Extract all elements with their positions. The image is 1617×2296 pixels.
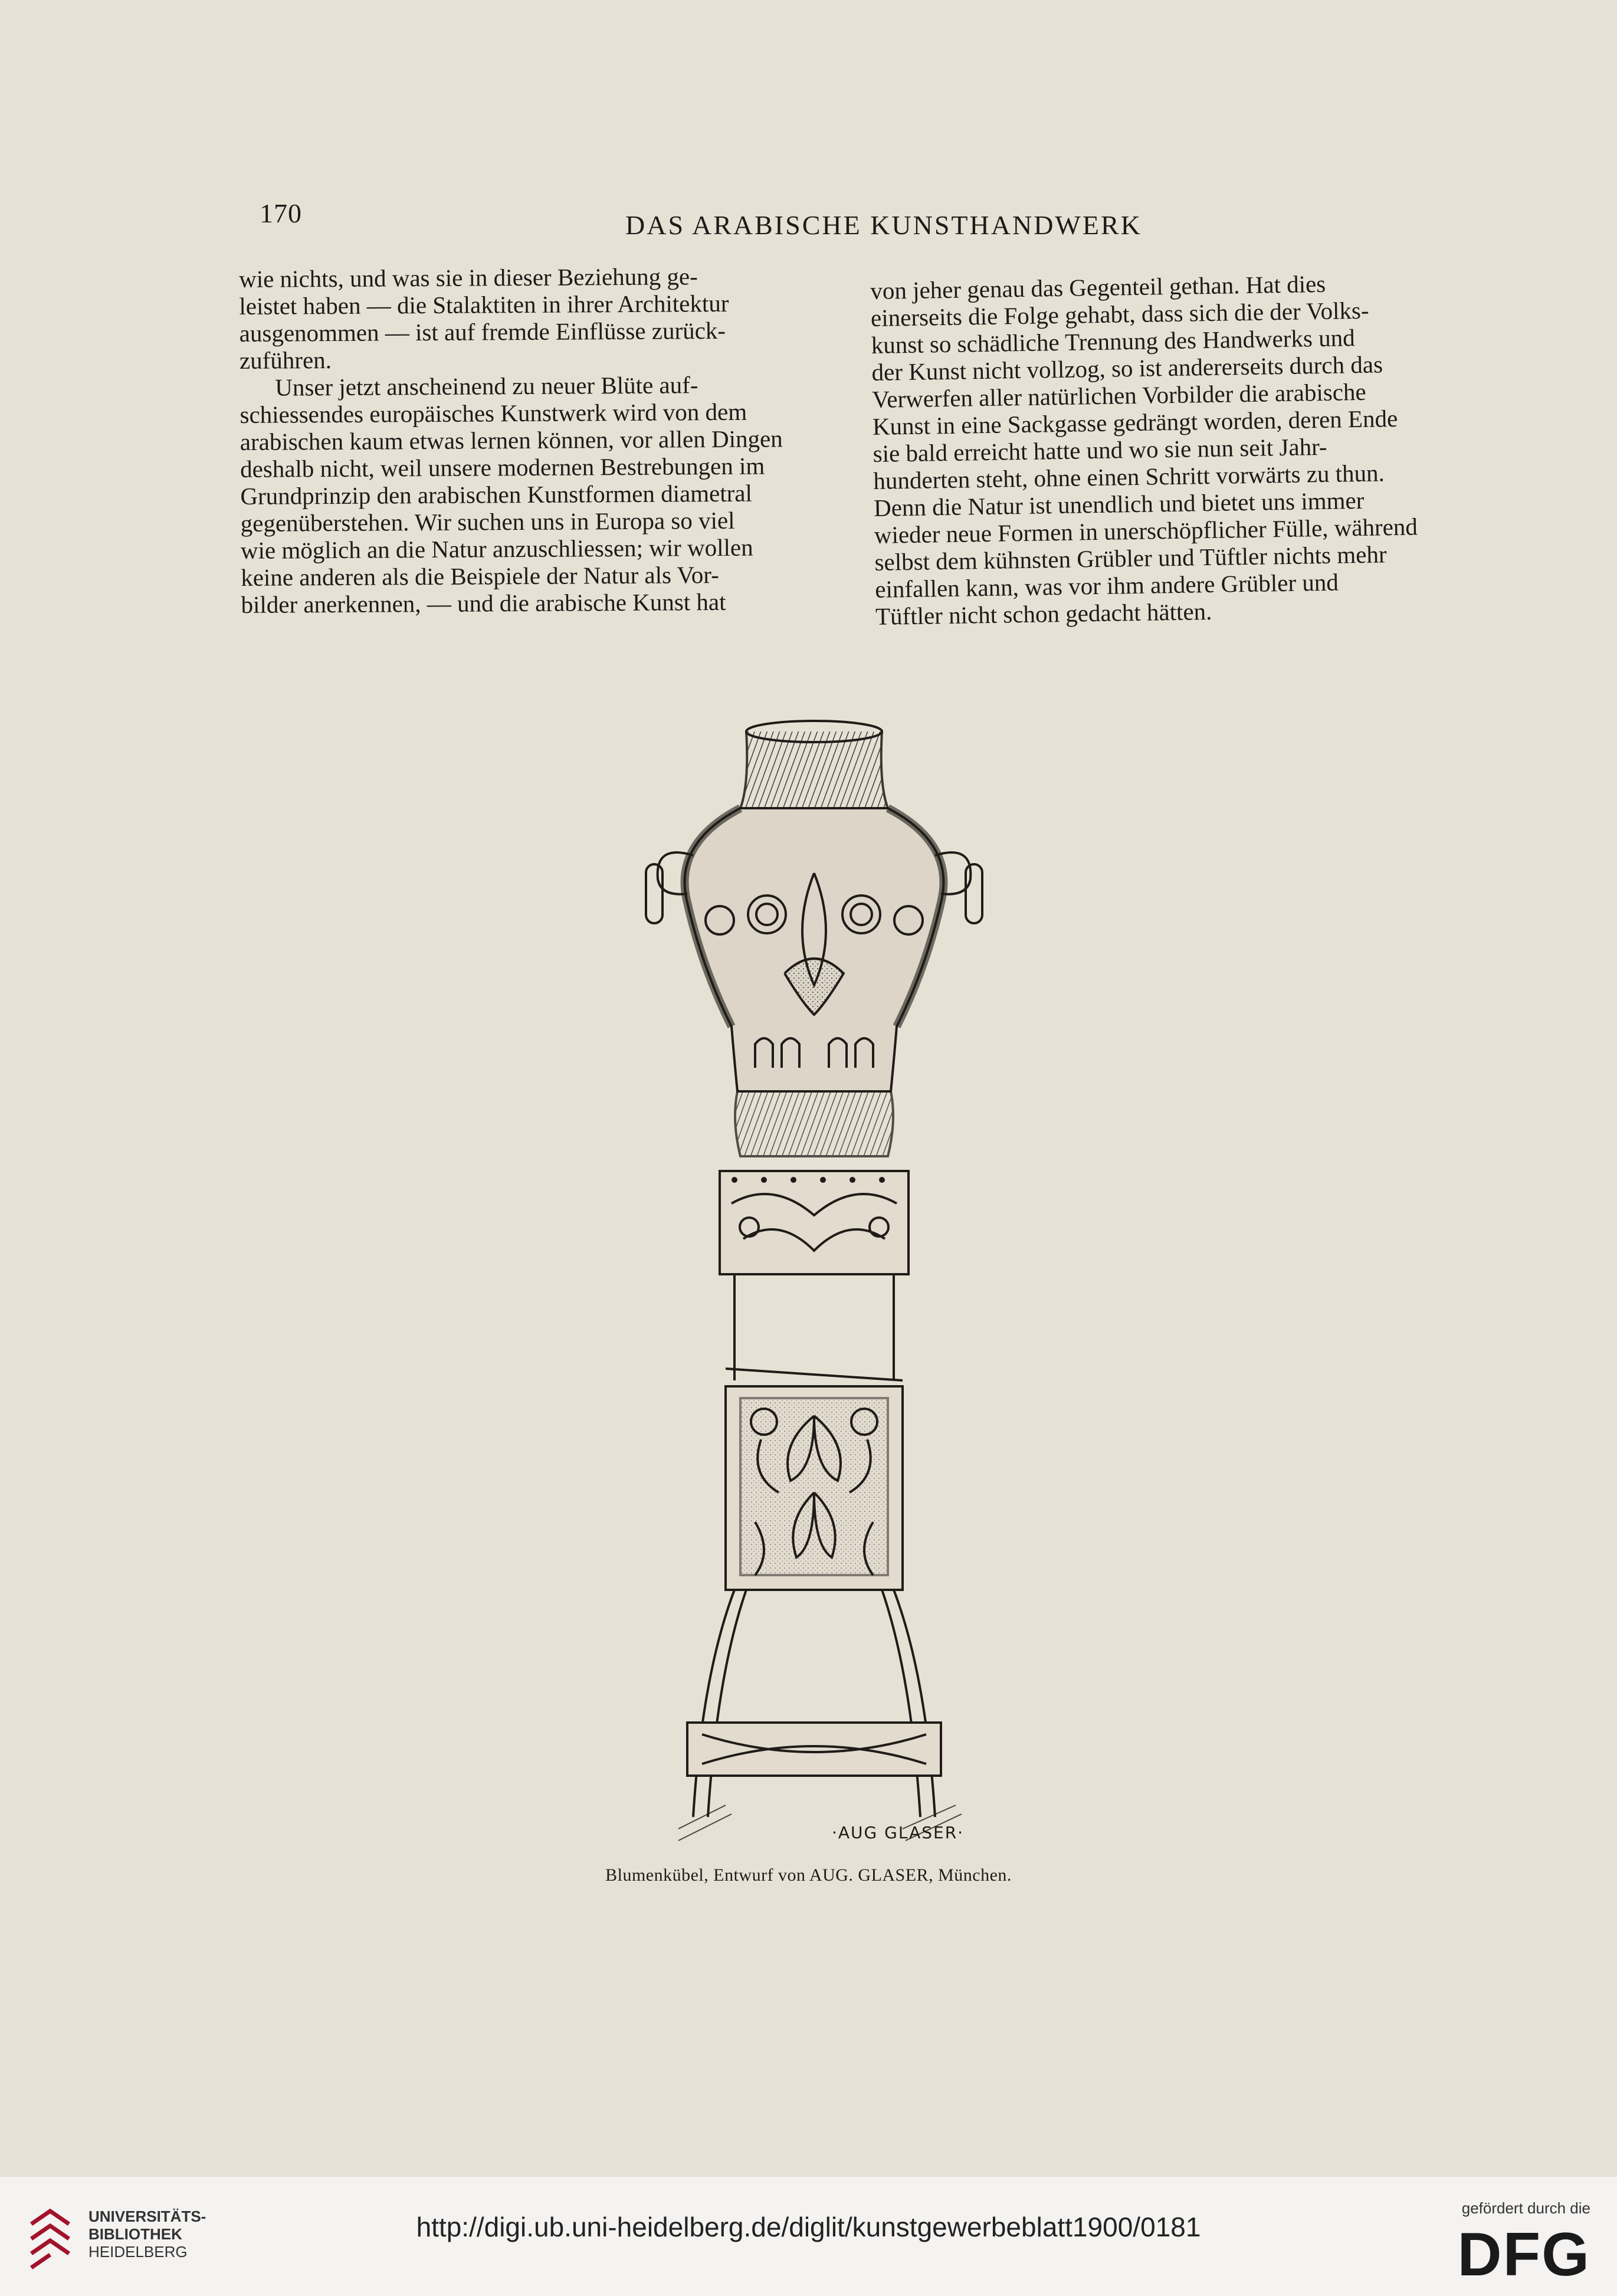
library-name-line-3: HEIDELBERG: [88, 2243, 188, 2261]
stand-top-panel: [720, 1171, 908, 1274]
running-head: DAS ARABISCHE KUNSTHANDWERK: [625, 210, 1142, 240]
left-paragraph-1: wie nichts, und was sie in dieser Beziehung ge- leistet haben — die Stalaktiten in ihrer Architektur ausgenommen — ist auf fremde Einflüsse zurück- zuführen.: [239, 263, 729, 374]
dfg-logo: DFG: [1457, 2220, 1590, 2289]
vase-foot: [735, 1091, 893, 1156]
left-paragraph-2: Unser jetzt anscheinend zu neuer Blüte auf- schiessendes europäisches Kunstwerk wird von dem arabischen kaum etwas lernen können, vor allen Dingen deshalb nicht, weil unsere modernen Bestrebungen im Grundprinzip den arabischen Kunstformen diametral gegenüberstehen. Wir suchen uns in Europa so viel wie möglich an die Natur anzuschliessen; wir wollen keine anderen als die Beispiele der Natur als Vor- bilder anerkennen, — und die arabische Kunst hat: [240, 371, 783, 618]
page-number: 170: [260, 198, 302, 228]
artist-signature: ·AUG GLASER·: [832, 1823, 965, 1842]
right-text-column: [870, 268, 1454, 630]
library-name-line-2: BIBLIOTHEK: [88, 2225, 182, 2243]
left-ring: [646, 864, 662, 923]
vase-body: [685, 808, 944, 1091]
flower-pot-illustration: [637, 708, 991, 1864]
vase-neck: [740, 732, 888, 808]
left-text-column: [239, 262, 831, 618]
library-name-line-1: UNIVERSITÄTS-: [88, 2208, 206, 2225]
source-url-link[interactable]: http://digi.ub.uni-heidelberg.de/diglit/kunstgewerbeblatt1900/0181: [416, 2212, 1201, 2242]
figure-caption: Blumenkübel, Entwurf von AUG. GLASER, München.: [605, 1865, 1012, 1885]
right-ring: [966, 864, 982, 923]
digitization-footer: [0, 2177, 1617, 2296]
stand-bottom-panel: [687, 1723, 941, 1776]
funding-note: gefördert durch die: [1461, 2199, 1590, 2217]
right-paragraph-1: von jeher genau das Gegenteil gethan. Hat dies einerseits die Folge gehabt, dass sich die der Volks- kunst so schädliche Trennung des Handwerks und der Kunst nicht vollzog, so ist andererseits durch das Verwerfen aller natürlichen Vorbilder die arabische Kunst in eine Sackgasse gedrängt worden, deren Ende sie bald erreicht hatte und wo sie nun seit Jahr- hunderten steht, ohne einen Schritt vorwärts zu thun. Denn die Natur ist unendlich und bietet uns immer wieder neue Formen in unerschöpflicher Fülle, während selbst dem kühnsten Grübler und Tüftler nichts mehr einfallen kann, was vor ihm andere Grübler und Tüftler nicht schon gedacht hätten.: [870, 270, 1418, 630]
